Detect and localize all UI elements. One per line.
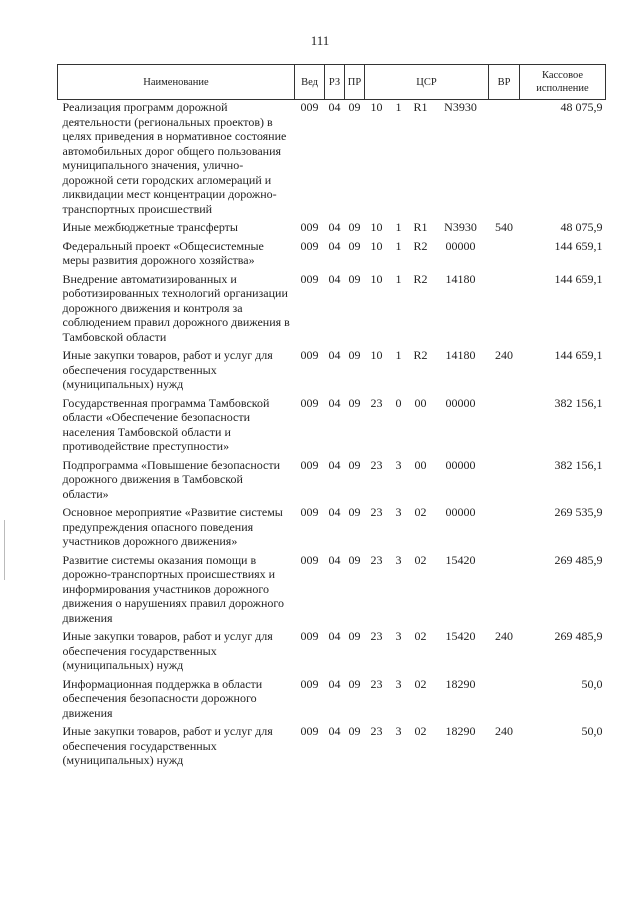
- cell-csr-subprogram: 3: [395, 676, 402, 691]
- cell-name: Информационная поддержка в области обеспечения безопасности дорожного движения: [62, 676, 263, 720]
- cell-name: Федеральный проект «Общесистемные меры развития дорожного хозяйства»: [62, 238, 264, 267]
- cell-name: Иные закупки товаров, работ и услуг для обеспечения государственных (муниципальных) нужд: [62, 629, 273, 672]
- cell-pr: 09: [348, 100, 361, 114]
- cell-vr: [489, 239, 520, 268]
- cell-csr-program: 10: [370, 220, 383, 234]
- cell-csr-direction: 14180: [445, 271, 476, 286]
- cell-csr-activity: R1: [413, 100, 428, 114]
- header-csr: ЦСР: [365, 65, 489, 100]
- cell-csr-program: 23: [370, 552, 383, 567]
- table-row: [58, 677, 606, 721]
- cell-ved: 009: [300, 552, 319, 567]
- cell-csr-direction: 15420: [445, 629, 476, 643]
- cell-rz: 04: [328, 457, 341, 472]
- cell-vr: 240: [495, 724, 513, 738]
- cell-csr-program: 10: [370, 238, 383, 253]
- cell-name: Реализация программ дорожной деятельности (региональных проектов) в целях приведения в нормативное состояние автомобильных дорог общего пользования муниципального значения, улично-дорожной сети городских агломераций и ликвидации мест концентрации дорожно-транспортных происшествий: [62, 100, 287, 216]
- cell-name: Развитие системы оказания помощи в дорожно-транспортных происшествиях и информирования участников дорожного движения о нарушениях правил дорожного движения: [62, 552, 285, 625]
- cell-rz: 04: [328, 348, 341, 362]
- cell-rz: 04: [328, 100, 341, 114]
- cell-csr-activity: 02: [414, 552, 427, 567]
- cell-csr-program: 23: [370, 505, 383, 519]
- cell-amount: 269 485,9: [554, 552, 603, 567]
- cell-name: Подпрограмма «Повышение безопасности дорожного движения в Тамбовской области»: [62, 457, 281, 501]
- cell-vr: [489, 272, 520, 345]
- table-row: [58, 396, 606, 454]
- cell-csr-direction: 14180: [445, 348, 476, 362]
- cell-ved: 009: [300, 100, 319, 114]
- cell-csr-activity: R2: [413, 271, 428, 286]
- cell-ved: 009: [300, 724, 319, 738]
- cell-csr-subprogram: 3: [395, 724, 402, 738]
- cell-csr-program: 23: [370, 629, 383, 643]
- cell-csr-direction: 00000: [445, 505, 476, 519]
- cell-ved: 009: [300, 220, 319, 234]
- cell-csr-program: 23: [370, 676, 383, 691]
- cell-pr: 09: [348, 629, 361, 643]
- cell-name: Основное мероприятие «Развитие системы предупреждения опасного поведения участников дорожного движения»: [62, 505, 283, 548]
- cell-csr-activity: 02: [414, 724, 427, 738]
- cell-csr-activity: R1: [413, 220, 428, 234]
- table-row: [58, 272, 606, 345]
- cell-amount: 50,0: [581, 676, 603, 691]
- cell-csr-subprogram: 0: [395, 395, 402, 410]
- table-row: [58, 100, 606, 217]
- cell-csr-program: 10: [370, 100, 383, 114]
- table-row: [58, 348, 606, 392]
- cell-vr: [489, 505, 520, 549]
- cell-vr: [489, 553, 520, 626]
- cell-pr: 09: [348, 238, 361, 253]
- cell-ved: 009: [300, 505, 319, 519]
- cell-rz: 04: [328, 220, 341, 234]
- table-header-row: [58, 65, 606, 100]
- cell-pr: 09: [348, 220, 361, 234]
- cell-csr-subprogram: 1: [395, 271, 402, 286]
- cell-vr: [489, 396, 520, 454]
- cell-rz: 04: [328, 676, 341, 691]
- table-row: [58, 458, 606, 502]
- header-pr: ПР: [345, 65, 365, 100]
- cell-csr-activity: 02: [414, 676, 427, 691]
- cell-csr-program: 10: [370, 271, 383, 286]
- cell-pr: 09: [348, 724, 361, 738]
- cell-name: Иные межбюджетные трансферты: [62, 220, 238, 234]
- cell-csr-subprogram: 1: [395, 348, 402, 362]
- cell-amount: 144 659,1: [554, 271, 603, 286]
- cell-csr-subprogram: 3: [395, 505, 402, 519]
- cell-rz: 04: [328, 395, 341, 410]
- table-row: [58, 629, 606, 673]
- cell-csr-activity: R2: [413, 238, 428, 253]
- cell-rz: 04: [328, 238, 341, 253]
- cell-csr-program: 23: [370, 457, 383, 472]
- cell-ved: 009: [300, 348, 319, 362]
- cell-ved: 009: [300, 395, 319, 410]
- cell-ved: 009: [300, 457, 319, 472]
- table-row: [58, 724, 606, 768]
- cell-csr-direction: 18290: [445, 724, 476, 738]
- header-rz: РЗ: [325, 65, 345, 100]
- cell-csr-subprogram: 1: [395, 100, 402, 114]
- table-row: [58, 239, 606, 268]
- cell-csr-direction: 18290: [445, 676, 476, 691]
- scan-edge-mark: [4, 520, 5, 580]
- cell-csr-subprogram: 3: [395, 629, 402, 643]
- cell-csr-activity: 00: [414, 457, 427, 472]
- cell-vr: [489, 677, 520, 721]
- cell-csr-subprogram: 1: [395, 220, 402, 234]
- cell-amount: 50,0: [581, 724, 603, 738]
- cell-name: Государственная программа Тамбовской области «Обеспечение безопасности населения Тамбовской области и противодействие преступности»: [62, 395, 270, 453]
- cell-pr: 09: [348, 271, 361, 286]
- budget-table: [57, 64, 606, 768]
- cell-vr: 240: [495, 348, 513, 362]
- cell-csr-program: 10: [370, 348, 383, 362]
- cell-csr-activity: 00: [414, 395, 427, 410]
- header-vr: ВР: [489, 65, 520, 100]
- cell-ved: 009: [300, 238, 319, 253]
- cell-rz: 04: [328, 271, 341, 286]
- cell-amount: 269 485,9: [554, 629, 603, 643]
- cell-amount: 48 075,9: [560, 220, 603, 234]
- cell-csr-subprogram: 3: [395, 457, 402, 472]
- cell-name: Внедрение автоматизированных и роботизированных технологий организации дорожного движения и контроля за соблюдением правил дорожного движения в Тамбовской области: [62, 271, 290, 344]
- cell-pr: 09: [348, 676, 361, 691]
- cell-pr: 09: [348, 348, 361, 362]
- cell-vr: [489, 458, 520, 502]
- header-name: Наименование: [58, 65, 295, 100]
- cell-csr-activity: 02: [414, 505, 427, 519]
- cell-name: Иные закупки товаров, работ и услуг для обеспечения государственных (муниципальных) нужд: [62, 724, 273, 767]
- cell-amount: 382 156,1: [554, 457, 603, 472]
- cell-ved: 009: [300, 676, 319, 691]
- cell-amount: 48 075,9: [560, 100, 603, 114]
- cell-vr: [489, 100, 520, 217]
- table-row: [58, 220, 606, 235]
- page-number: 111: [310, 33, 330, 48]
- cell-name: Иные закупки товаров, работ и услуг для обеспечения государственных (муниципальных) нужд: [62, 348, 273, 391]
- cell-csr-direction: 00000: [445, 238, 476, 253]
- cell-pr: 09: [348, 505, 361, 519]
- cell-vr: 240: [495, 629, 513, 643]
- cell-csr-activity: R2: [413, 348, 428, 362]
- cell-csr-program: 23: [370, 395, 383, 410]
- cell-rz: 04: [328, 629, 341, 643]
- cell-csr-direction: N3930: [444, 100, 477, 114]
- cell-csr-subprogram: 3: [395, 552, 402, 567]
- cell-amount: 382 156,1: [554, 395, 603, 410]
- cell-csr-direction: N3930: [444, 220, 477, 234]
- table-body: [58, 100, 606, 768]
- table-row: [58, 505, 606, 549]
- cell-rz: 04: [328, 552, 341, 567]
- cell-rz: 04: [328, 505, 341, 519]
- cell-amount: 144 659,1: [554, 348, 603, 362]
- cell-rz: 04: [328, 724, 341, 738]
- header-ved: Вед: [295, 65, 325, 100]
- cell-vr: 540: [495, 220, 513, 234]
- header-amount: Кассовое исполнение: [520, 65, 606, 100]
- cell-csr-direction: 15420: [445, 552, 476, 567]
- table-row: [58, 553, 606, 626]
- cell-csr-subprogram: 1: [395, 238, 402, 253]
- cell-ved: 009: [300, 271, 319, 286]
- cell-amount: 269 535,9: [554, 505, 603, 519]
- cell-csr-program: 23: [370, 724, 383, 738]
- cell-csr-direction: 00000: [445, 457, 476, 472]
- cell-pr: 09: [348, 457, 361, 472]
- cell-ved: 009: [300, 629, 319, 643]
- cell-pr: 09: [348, 395, 361, 410]
- cell-csr-activity: 02: [414, 629, 427, 643]
- cell-csr-direction: 00000: [445, 395, 476, 410]
- cell-amount: 144 659,1: [554, 238, 603, 253]
- cell-pr: 09: [348, 552, 361, 567]
